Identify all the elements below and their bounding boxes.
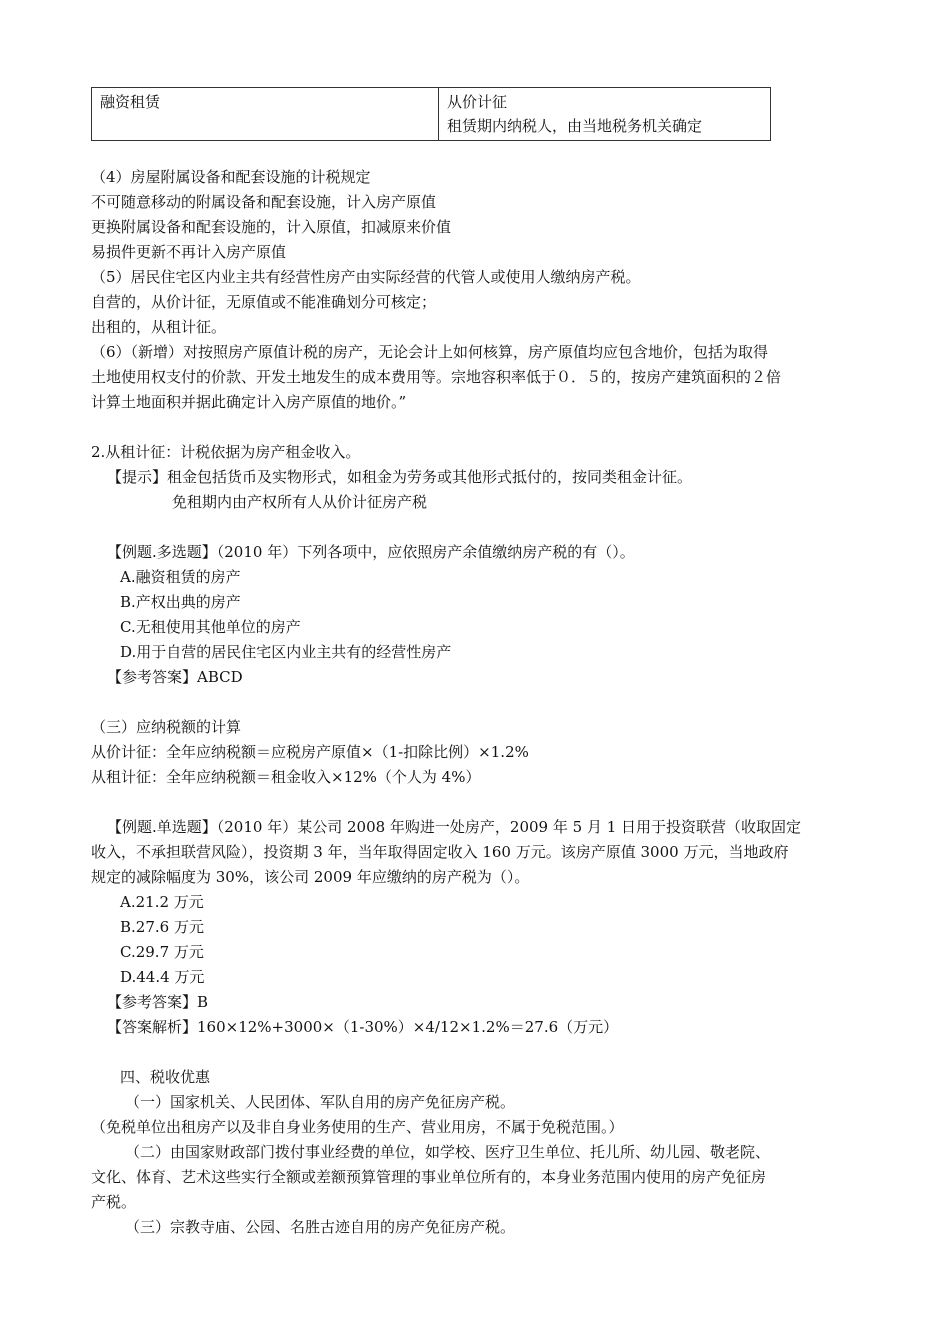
section5-line1: 自营的，从价计征，无原值或不能准确划分可核定； (91, 293, 437, 311)
example2-question-line2: 收入，不承担联营风险），投资期 3 年，当年取得固定收入 160 万元。该房产原值 3000 万元，当地政府 (91, 843, 789, 861)
example1-option-b: B.产权出典的房产 (120, 593, 241, 611)
section5-heading: （5）居民住宅区内业主共有经营性房产由实际经营的代管人或使用人缴纳房产税。 (91, 268, 641, 286)
rent-heading: 2.从租计征：计税依据为房产租金收入。 (91, 443, 361, 461)
leasing-table (91, 87, 771, 141)
section5-line2: 出租的，从租计征。 (91, 318, 227, 336)
table-cell-method (439, 88, 771, 141)
section-four-item3: （三）宗教寺庙、公园、名胜古迹自用的房产免征房产税。 (125, 1218, 516, 1236)
section6-line2: 土地使用权支付的价款、开发土地发生的成本费用等。宗地容积率低于０．５的，按房产建筑面积的２倍 (91, 368, 782, 386)
example2-analysis: 【答案解析】160×12%+3000×（1-30%）×4/12×1.2%＝27.6（万元） (107, 1018, 619, 1036)
example1-option-d: D.用于自营的居民住宅区内业主共有的经营性房产 (120, 643, 452, 661)
calc-line1: 从价计征：全年应纳税额＝应税房产原值×（1-扣除比例）×1.2% (91, 743, 529, 761)
example2-option-d: D.44.4 万元 (120, 968, 205, 986)
section-four-item2-line2: 文化、体育、艺术这些实行全额或差额预算管理的事业单位所有的，本身业务范围内使用的房产免征房 (91, 1168, 767, 1186)
section6-line1: （6）（新增）对按照房产原值计税的房产，无论会计上如何核算，房产原值均应包含地价，包括为取得 (91, 343, 769, 361)
example1-answer: 【参考答案】ABCD (107, 668, 243, 686)
example1-option-c: C.无租使用其他单位的房产 (120, 618, 301, 636)
table-row (92, 88, 771, 141)
section6-line3: 计算土地面积并据此确定计入房产原值的地价。” (91, 393, 407, 411)
example2-option-b: B.27.6 万元 (120, 918, 204, 936)
example1-option-a: A.融资租赁的房产 (120, 568, 241, 586)
section-four-item2-line3: 产税。 (91, 1193, 137, 1211)
example2-answer: 【参考答案】B (107, 993, 209, 1011)
example2-option-c: C.29.7 万元 (120, 943, 204, 961)
section4-line3: 易损件更新不再计入房产原值 (91, 243, 287, 261)
example2-question-line3: 规定的减除幅度为 30%，该公司 2009 年应缴纳的房产税为（）。 (91, 868, 530, 886)
section-four-item2-line1: （二）由国家财政部门拨付事业经费的单位，如学校、医疗卫生单位、托儿所、幼儿园、敬老院、 (125, 1143, 771, 1161)
rent-tip-cont: 免租期内由产权所有人从价计征房产税 (172, 493, 428, 511)
calc-heading: （三）应纳税额的计算 (91, 718, 242, 736)
rent-tip: 【提示】租金包括货币及实物形式，如租金为劳务或其他形式抵付的，按同类租金计征。 (107, 468, 693, 486)
table-cell-type: 融资租赁 (92, 88, 439, 141)
section-four-item1: （一）国家机关、人民团体、军队自用的房产免征房产税。 (125, 1093, 516, 1111)
section4-line2: 更换附属设备和配套设施的，计入原值，扣减原来价值 (91, 218, 452, 236)
example2-question-line1: 【例题.单选题】（2010 年）某公司 2008 年购进一处房产，2009 年 5 月 1 日用于投资联营（收取固定 (107, 818, 802, 836)
calc-line2: 从租计征：全年应纳税额＝租金收入×12%（个人为 4%） (91, 768, 481, 786)
section-four-item1-note: （免税单位出租房产以及非自身业务使用的生产、营业用房，不属于免税范围。） (91, 1118, 624, 1136)
example2-option-a: A.21.2 万元 (120, 893, 204, 911)
section4-line1: 不可随意移动的附属设备和配套设施，计入房产原值 (91, 193, 437, 211)
section-four-heading: 四、税收优惠 (120, 1068, 211, 1086)
table-cell-method-line2: 租赁期内纳税人，由当地税务机关确定 (447, 117, 703, 135)
example1-question: 【例题.多选题】（2010 年）下列各项中，应依照房产余值缴纳房产税的有（）。 (107, 543, 635, 561)
table-cell-method-line1: 从价计征 (447, 93, 508, 111)
section4-heading: （4）房屋附属设备和配套设施的计税规定 (91, 168, 371, 186)
